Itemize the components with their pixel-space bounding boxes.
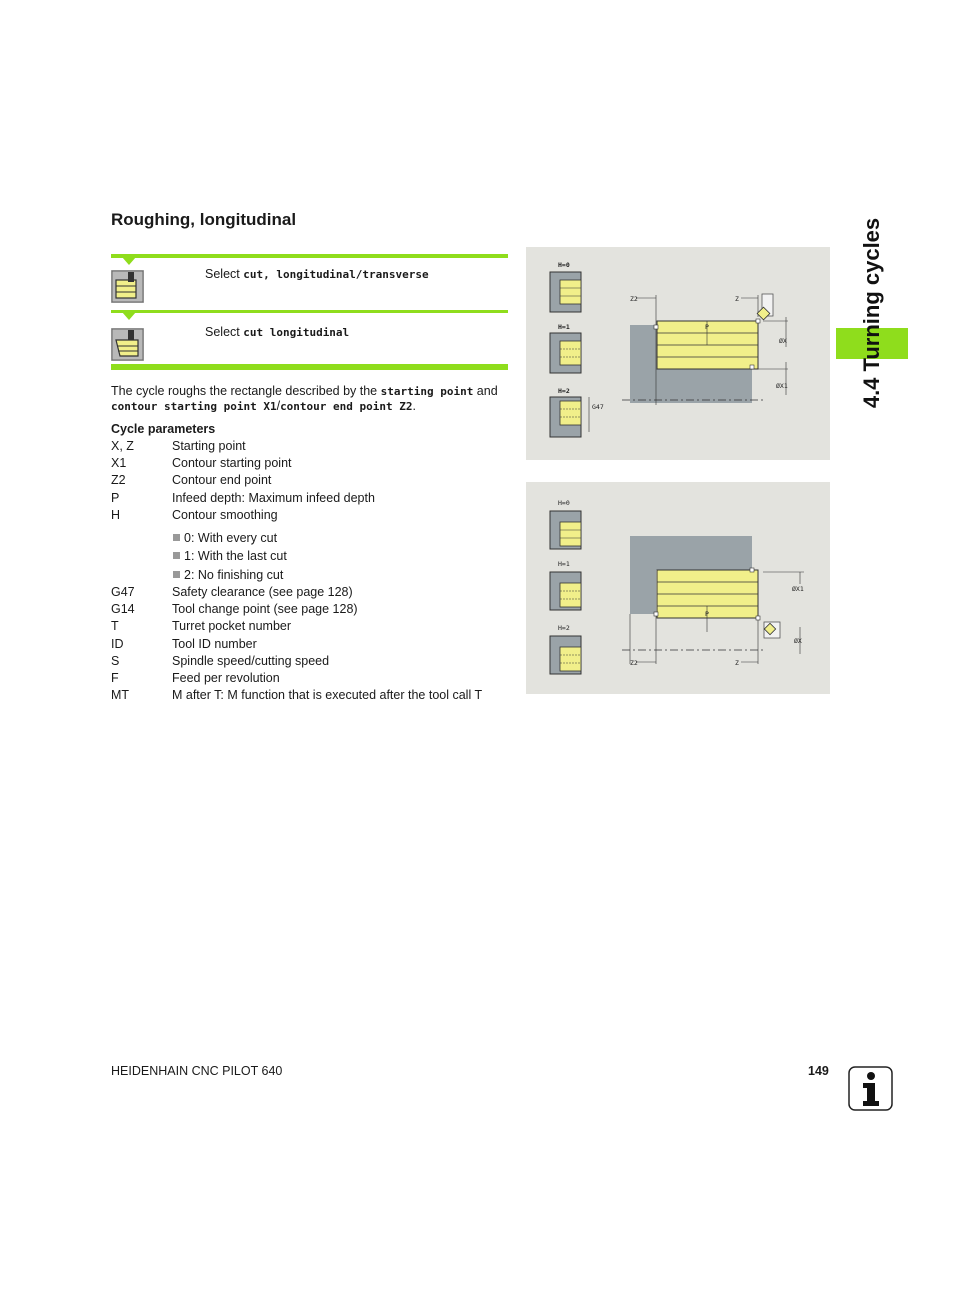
divider-bar xyxy=(111,364,508,370)
params-heading: Cycle parameters xyxy=(111,422,216,436)
label-h1: H=1 xyxy=(558,323,570,331)
step-1-code: cut, longitudinal/transverse xyxy=(243,268,429,281)
label-x: ØX xyxy=(779,337,787,345)
label-p: P xyxy=(705,323,709,331)
cycle-select-icon xyxy=(111,270,144,303)
step-arrow-icon xyxy=(122,312,136,321)
main-diagram xyxy=(622,536,804,664)
mini-diagram-h2 xyxy=(550,636,581,674)
step-2-code: cut longitudinal xyxy=(243,326,350,339)
label-h0: H=0 xyxy=(558,499,570,507)
bullet-square-icon xyxy=(173,571,180,578)
label-h0: H=0 xyxy=(558,261,570,269)
mini-diagram-h1 xyxy=(550,333,581,373)
step-1-text xyxy=(205,267,429,281)
h-option: 2: No finishing cut xyxy=(173,568,283,582)
label-x1: ØX1 xyxy=(792,585,804,593)
step-2-text xyxy=(205,325,349,339)
label-g47: G47 xyxy=(592,403,604,411)
divider-bar xyxy=(111,254,508,258)
label-h2: H=2 xyxy=(558,624,570,632)
label-z2: Z2 xyxy=(630,295,638,303)
chapter-side-title: 4.4 Turning cycles xyxy=(859,217,884,409)
bullet-square-icon xyxy=(173,552,180,559)
label-x1: ØX1 xyxy=(776,382,788,390)
info-icon xyxy=(848,1066,893,1111)
intro-paragraph: The cycle roughs the rectangle described by the starting point and contour starting point X1/contour end point Z2. xyxy=(111,384,498,413)
label-z: Z xyxy=(735,659,739,667)
mini-diagram-h0 xyxy=(550,272,581,312)
label-z: Z xyxy=(735,295,739,303)
footer-product: HEIDENHAIN CNC PILOT 640 xyxy=(111,1064,283,1078)
step-arrow-icon xyxy=(122,257,136,266)
mini-diagram-h2 xyxy=(550,397,589,437)
bullet-square-icon xyxy=(173,534,180,541)
divider-bar xyxy=(111,310,508,313)
figure-roughing-inside xyxy=(526,482,830,694)
step-2-prefix: Select xyxy=(205,325,244,339)
figure-roughing-outside xyxy=(526,247,830,460)
label-h1: H=1 xyxy=(558,560,570,568)
label-h2: H=2 xyxy=(558,387,570,395)
h-option: 1: With the last cut xyxy=(173,549,287,563)
label-z2: Z2 xyxy=(630,659,638,667)
page-number: 149 xyxy=(808,1064,829,1078)
mini-diagram-h1 xyxy=(550,572,581,610)
mini-diagram-h0 xyxy=(550,511,581,549)
label-x: ØX xyxy=(794,637,802,645)
label-p: P xyxy=(705,610,709,618)
main-diagram xyxy=(622,294,788,405)
step-1-prefix: Select xyxy=(205,267,244,281)
longitudinal-cut-icon xyxy=(111,328,144,361)
h-option: 0: With every cut xyxy=(173,531,277,545)
section-title: Roughing, longitudinal xyxy=(111,210,297,229)
